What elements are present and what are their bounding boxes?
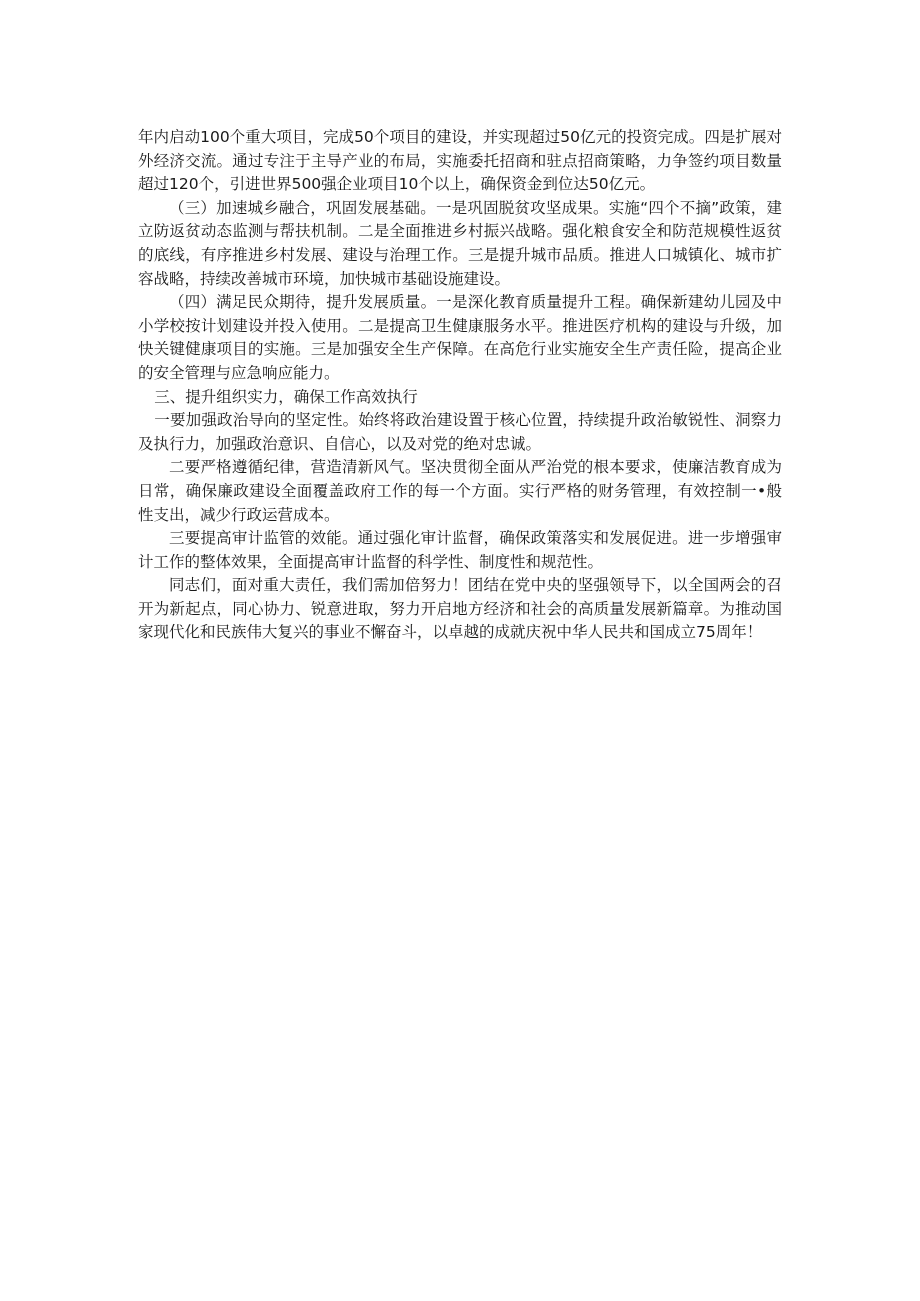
paragraph-investment-continuation: 年内启动100个重大项目，完成50个项目的建设，并实现超过50亿元的投资完成。四是扩展对外经济交流。通过专注于主导产业的布局，实施委托招商和驻点招商策略，力争签约项目数量超过120个，引进世界500强企业项目10个以上，确保资金到位达50亿元。 (138, 128, 782, 194)
paragraph-closing-remarks: 同志们，面对重大责任，我们需加倍努力！团结在党中央的坚强领导下，以全国两会的召开为新起点，同心协力、锐意进取，努力开启地方经济和社会的高质量发展新篇章。为推动国家现代化和民族伟大复兴的事业不懈奋斗，以卓越的成就庆祝中华人民共和国成立75周年！ (138, 576, 782, 642)
paragraph-urban-rural-integration: （三）加速城乡融合，巩固发展基础。一是巩固脱贫攻坚成果。实施“四个不摘”政策，建立防返贫动态监测与帮扶机制。二是全面推进乡村振兴战略。强化粮食安全和防范规模性返贫的底线，有序推进乡村发展、建设与治理工作。三是提升城市品质。推进人口城镇化、城市扩容战略，持续改善城市环境，加快城市基础设施建设。 (138, 198, 782, 288)
paragraph-public-expectations: （四）满足民众期待，提升发展质量。一是深化教育质量提升工程。确保新建幼儿园及中小学校按计划建设并投入使用。二是提高卫生健康服务水平。推进医疗机构的建设与升级，加快关键健康项目的实施。三是加强安全生产保障。在高危行业实施安全生产责任险，提高企业的安全管理与应急响应能力。 (138, 293, 782, 382)
section-heading-organization: 三、提升组织实力，确保工作高效执行 (154, 387, 418, 406)
paragraph-audit-supervision: 三要提高审计监管的效能。通过强化审计监督，确保政策落实和发展促进。进一步增强审计工作的整体效果，全面提高审计监督的科学性、制度性和规范性。 (138, 529, 782, 571)
paragraph-political-orientation: 一要加强政治导向的坚定性。始终将政治建设置于核心位置，持续提升政治敏锐性、洞察力及执行力，加强政治意识、自信心，以及对党的绝对忠诚。 (138, 411, 782, 453)
paragraph-discipline: 二要严格遵循纪律，营造清新风气。坚决贯彻全面从严治党的根本要求，使廉洁教育成为日常，确保廉政建设全面覆盖政府工作的每一个方面。实行严格的财务管理，有效控制一•般性支出，减少行政运营成本。 (138, 458, 782, 524)
document-body (138, 126, 782, 645)
